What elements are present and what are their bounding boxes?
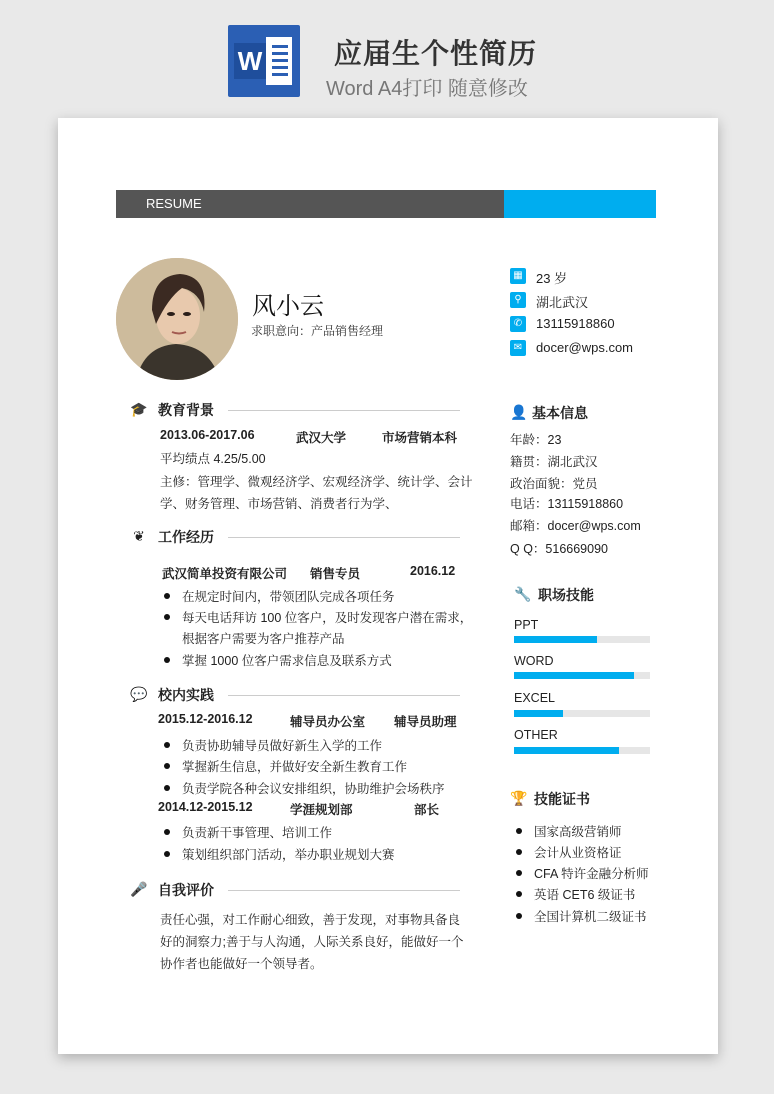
avatar <box>116 258 238 380</box>
edu-school: 武汉大学 <box>296 431 347 445</box>
job-intent: 求职意向：产品销售经理 <box>251 324 384 338</box>
edu-date: 2013.06-2017.06 <box>160 428 255 442</box>
self-eval-line: 好的洞察力;善于与人沟通，人际关系良好，能做好一个 <box>160 935 464 949</box>
campus-org: 学涯规划部 <box>290 803 353 817</box>
location-icon: ⚲ <box>510 292 526 308</box>
work-bullet-cont: 根据客户需要为客户推荐产品 <box>182 632 345 646</box>
resume-page: RESUME 风小云 求职意向：产品销售经理 ▦ 23 岁 ⚲ 湖北武汉 ✆ 13115918860 ✉ docer@wps.com 🎓 教育背景 2013.06-2017.06 武汉大学 市场营销本科 平均绩点 4.25/5.00 主修：管理学、微观经济学、宏观经济学、统计学、会计 学、财务管理、市场营销、消费者行为学、 ❦ 工作经历 武汉简单投资有限公司 销售专员 2016.12 在规定时间内，带领团队完成各项任务 每天电话拜访 100 位客户，及时发现客户潜在需求， 根据客户需要为客户推荐产品 掌握 1000 位客户需求信息及联系方式 💬 校内实践 2015.12-2016.12 辅导员办公室 辅导员助理 负责协助辅导员做好新生入学的工作 掌握新生信息，并做好安全新生教育工作 负责学院各种会议安排组织，协助维护会场秩序 2014.12-2015.12 学涯规划部 部长 负责新干事管理、培训工作 策划组织部门活动，举办职业规划大赛 🎤 自我评价 责任心强，对工作耐心细致，善于发现，对事物具备良 好的洞察力;善于与人沟通，人际关系良好，能做好一个 协作者也能做好一个领导者。 👤 基本信息 年龄：23 籍贯：湖北武汉 政治面貌：党员 电话：13115918860 邮箱：docer@wps.com Q Q：516669090 🔧 职场技能 PPT WORD EXCEL OTHER 🏆 技能证书 国家高级营销师 会计从业资格证 CFA 特许金融分析师 英语 CET6 级证书 全国计算机二级证书 <box>58 118 718 1054</box>
skill-label: PPT <box>514 618 539 632</box>
campus-date: 2015.12-2016.12 <box>158 712 253 726</box>
work-position: 销售专员 <box>310 567 361 581</box>
edu-gpa: 平均绩点 4.25/5.00 <box>160 452 266 466</box>
section-self-eval: 🎤 自我评价 <box>130 878 460 900</box>
skill-bar <box>514 747 650 754</box>
cert-item: CFA 特许金融分析师 <box>534 864 649 882</box>
calendar-icon: ▦ <box>510 268 526 284</box>
campus-bullet: 掌握新生信息，并做好安全新生教育工作 <box>182 757 407 775</box>
cert-item: 全国计算机二级证书 <box>534 907 647 925</box>
work-bullet: 在规定时间内，带领团队完成各项任务 <box>182 587 395 605</box>
basic-info-line: Q Q：516669090 <box>510 542 608 556</box>
section-skills: 🔧 职场技能 <box>514 586 594 603</box>
resume-bar-accent <box>504 190 656 218</box>
basic-info-line: 电话：13115918860 <box>510 497 624 511</box>
edu-major: 市场营销本科 <box>382 431 458 445</box>
section-basic-info: 👤 基本信息 <box>510 404 588 421</box>
campus-role: 部长 <box>414 803 440 817</box>
skill-label: OTHER <box>514 728 558 742</box>
person-icon: 👤 <box>510 404 528 420</box>
section-certificates: 🏆 技能证书 <box>510 790 590 807</box>
profile-name: 风小云 <box>252 293 324 320</box>
campus-bullet: 策划组织部门活动，举办职业规划大赛 <box>182 845 395 863</box>
page-header <box>0 0 774 118</box>
section-education: 🎓 教育背景 <box>130 398 460 420</box>
cert-item: 会计从业资格证 <box>534 843 622 861</box>
leaf-icon: ❦ <box>133 528 145 544</box>
section-work: ❦ 工作经历 <box>130 525 460 547</box>
edu-courses-line1: 主修：管理学、微观经济学、宏观经济学、统计学、会计 <box>160 475 473 489</box>
skill-label: WORD <box>514 654 554 668</box>
skill-bar <box>514 710 650 717</box>
work-company: 武汉简单投资有限公司 <box>162 567 288 581</box>
trophy-icon: 🏆 <box>510 790 528 806</box>
work-bullet: 掌握 1000 位客户需求信息及联系方式 <box>182 651 392 669</box>
skill-bar <box>514 672 650 679</box>
campus-role: 辅导员助理 <box>394 715 457 729</box>
wrench-icon: 🔧 <box>514 586 532 602</box>
campus-org: 辅导员办公室 <box>290 715 366 729</box>
edu-courses-line2: 学、财务管理、市场营销、消费者行为学、 <box>160 497 398 511</box>
cert-item: 国家高级营销师 <box>534 822 622 840</box>
basic-info-line: 邮箱：docer@wps.com <box>510 519 641 533</box>
microphone-icon: 🎤 <box>130 881 148 897</box>
campus-bullet: 负责协助辅导员做好新生入学的工作 <box>182 736 382 754</box>
basic-info-line: 籍贯：湖北武汉 <box>510 455 598 469</box>
section-campus: 💬 校内实践 <box>130 683 460 705</box>
resume-bar: RESUME <box>116 190 504 218</box>
skill-bar <box>514 636 650 643</box>
campus-bullet: 负责新干事管理、培训工作 <box>182 823 332 841</box>
campus-date: 2014.12-2015.12 <box>158 800 253 814</box>
chat-bubbles-icon: 💬 <box>130 686 148 702</box>
work-bullet: 每天电话拜访 100 位客户，及时发现客户潜在需求， <box>182 608 472 626</box>
word-logo-icon: W <box>228 25 300 97</box>
header-title: 应届生个性简历 <box>334 38 538 69</box>
work-date: 2016.12 <box>410 564 456 578</box>
campus-bullet: 负责学院各种会议安排组织，协助维护会场秩序 <box>182 779 445 797</box>
phone-icon: ✆ <box>510 316 526 332</box>
header-subtitle: Word A4打印 随意修改 <box>326 78 528 100</box>
skill-label: EXCEL <box>514 691 555 705</box>
self-eval-line: 协作者也能做好一个领导者。 <box>160 957 323 971</box>
basic-info-line: 政治面貌：党员 <box>510 477 598 491</box>
mail-icon: ✉ <box>510 340 526 356</box>
basic-info-line: 年龄：23 <box>510 433 562 447</box>
graduation-cap-icon: 🎓 <box>130 401 148 417</box>
cert-item: 英语 CET6 级证书 <box>534 885 635 903</box>
self-eval-line: 责任心强，对工作耐心细致，善于发现，对事物具备良 <box>160 913 461 927</box>
